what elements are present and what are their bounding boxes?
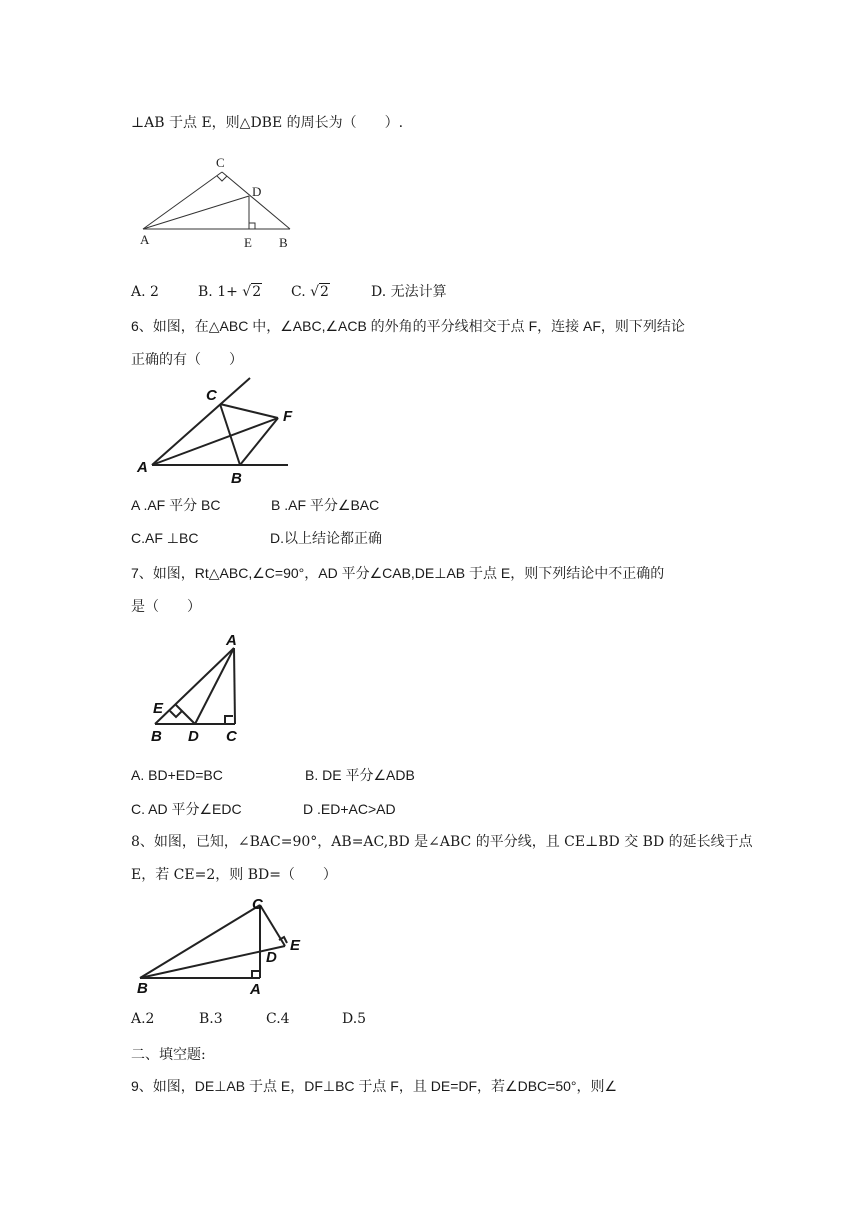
q7-label-d: D — [188, 728, 199, 745]
q5-option-b-prefix: B. 1+ — [198, 284, 238, 300]
q8-stem-line1: 8、如图，已知，∠BAC=90°，AB=AC,BD 是∠ABC 的平分线，且 CE⊥BD 交 BD 的延长线于点 — [131, 834, 753, 850]
q7-option-d: D .ED+AC>AD — [303, 801, 396, 817]
q8-label-a: A — [250, 981, 261, 998]
q7-label-b: B — [151, 728, 162, 745]
q7-option-b: B. DE 平分∠ADB — [305, 767, 415, 783]
q8-option-b: B.3 — [199, 1011, 223, 1027]
q8-option-a: A.2 — [131, 1011, 155, 1027]
q5-label-d: D — [252, 184, 262, 199]
section2-heading: 二、填空题: — [131, 1047, 206, 1063]
q5-option-b-sqrt: √2 — [242, 284, 262, 300]
q6-label-a: A — [137, 459, 148, 476]
q5-option-b-radicand: 2 — [252, 284, 262, 300]
q5-option-c-prefix: C. — [291, 284, 306, 300]
q6-label-c: C — [206, 387, 217, 404]
q7-label-c: C — [226, 728, 237, 745]
q6-label-f: F — [283, 408, 293, 425]
q8-option-d: D.5 — [342, 1011, 367, 1027]
q7-label-e: E — [153, 700, 164, 717]
q5-label-c: C — [216, 155, 225, 170]
q6-option-a: A .AF 平分 BC — [131, 497, 221, 513]
q6-label-b: B — [231, 470, 242, 487]
q8-stem-line2: E，若 CE=2，则 BD=（ ） — [131, 867, 337, 883]
q6-stem-line1: 6、如图，在△ABC 中，∠ABC,∠ACB 的外角的平分线相交于点 F，连接 AF，则下列结论 — [131, 318, 685, 334]
q7-option-c: C. AD 平分∠EDC — [131, 801, 242, 817]
q5-label-b: B — [279, 235, 288, 250]
q7-stem-line2: 是（ ） — [131, 598, 201, 614]
q6-stem-line2: 正确的有（ ） — [131, 351, 243, 367]
q5-option-d: D. 无法计算 — [371, 284, 447, 300]
q5-option-a: A. 2 — [131, 284, 159, 300]
q6-option-c: C.AF ⊥BC — [131, 530, 199, 546]
q7-stem-line1: 7、如图，Rt△ABC,∠C=90°，AD 平分∠CAB,DE⊥AB 于点 E，则下列结论中不正确的 — [131, 565, 665, 581]
q6-option-d: D.以上结论都正确 — [270, 530, 382, 546]
q5-option-c-sqrt: √2 — [310, 284, 329, 300]
q7-label-a: A — [226, 632, 237, 649]
q7-option-a: A. BD+ED=BC — [131, 767, 223, 783]
q8-label-e: E — [290, 937, 301, 954]
q8-option-c: C.4 — [266, 1011, 290, 1027]
q8-label-d: D — [266, 949, 277, 966]
q8-label-b: B — [137, 980, 148, 997]
q9-stem-line1: 9、如图，DE⊥AB 于点 E，DF⊥BC 于点 F，且 DE=DF，若∠DBC=50°，则∠ — [131, 1078, 618, 1094]
q5-label-e: E — [244, 235, 252, 250]
q5-stem-tail: ⊥AB 于点 E，则△DBE 的周长为（ ）. — [131, 115, 404, 131]
q5-option-c-radicand: 2 — [320, 284, 329, 300]
q5-label-a: A — [140, 232, 150, 247]
q8-label-c: C — [252, 896, 263, 913]
q6-option-b: B .AF 平分∠BAC — [271, 497, 380, 513]
